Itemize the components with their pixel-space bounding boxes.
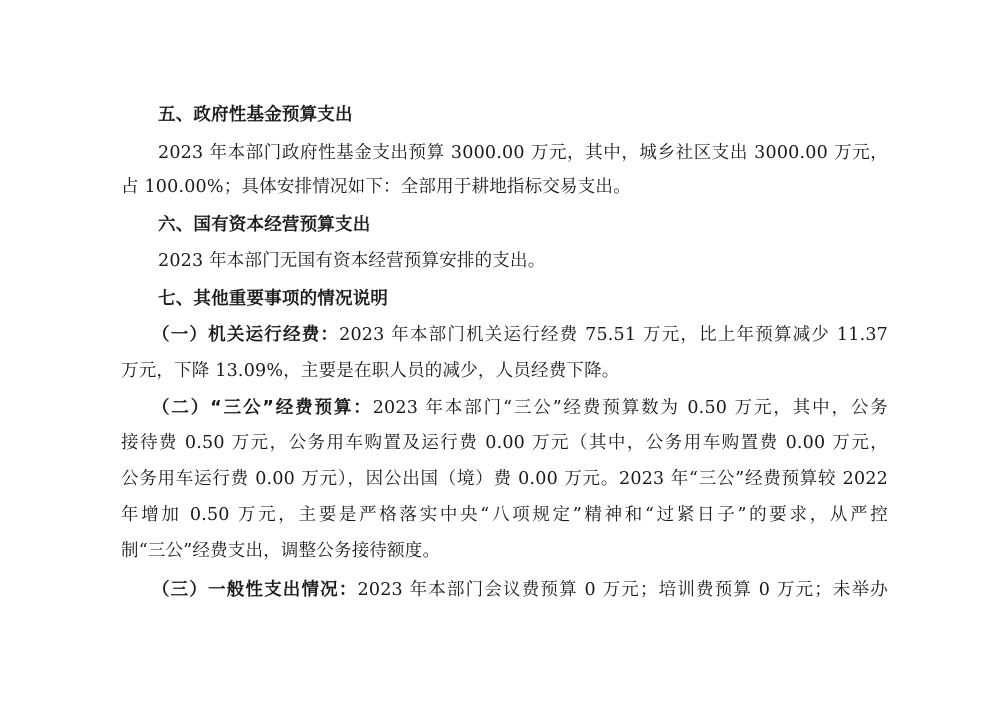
paragraph-line: 2023 年本部门无国有资本经营预算安排的支出。 [158,251,546,271]
paragraph-line [152,396,888,420]
heading-state-capital-budget: 六、国有资本经营预算支出 [158,215,371,235]
paragraph-line: 制“三公”经费支出，调整公务接待额度。 [121,541,441,561]
heading-other-matters: 七、其他重要事项的情况说明 [158,289,389,309]
paragraph-line [152,323,888,347]
subsection-lead-operating-funds: （一）机关运行经费： [152,325,340,345]
subsection-lead-three-public: （二）“三公”经费预算： [152,398,373,418]
paragraph-line [152,578,888,602]
heading-government-fund-budget: 五、政府性基金预算支出 [158,105,353,125]
paragraph-line: 年增加 0.50 万元，主要是严格落实中央“八项规定”精神和“过紧日子”的要求，从严控 [121,505,888,525]
paragraph-line: 2023 年本部门政府性基金支出预算 3000.00 万元，其中，城乡社区支出 3000.00 万元， [158,143,888,163]
paragraph-line: 万元，下降 13.09%，主要是在职人员的减少，人员经费下降。 [121,361,620,381]
paragraph-line: 公务用车运行费 0.00 万元），因公出国（境）费 0.00 万元。2023 年“三公”经费预算较 2022 [121,469,888,489]
paragraph-text: 2023 年本部门机关运行经费 75.51 万元，比上年预算减少 11.37 [339,325,888,345]
paragraph-text: 2023 年本部门会议费预算 0 万元；培训费预算 0 万元；未举办 [357,580,889,600]
paragraph-line: 接待费 0.50 万元，公务用车购置及运行费 0.00 万元（其中，公务用车购置费 0.00 万元， [121,433,888,453]
subsection-lead-general-spending: （三）一般性支出情况： [152,580,358,600]
paragraph-text: 2023 年本部门“三公”经费预算数为 0.50 万元，其中，公务 [372,398,889,418]
paragraph-line: 占 100.00%；具体安排情况如下：全部用于耕地指标交易支出。 [121,177,631,197]
